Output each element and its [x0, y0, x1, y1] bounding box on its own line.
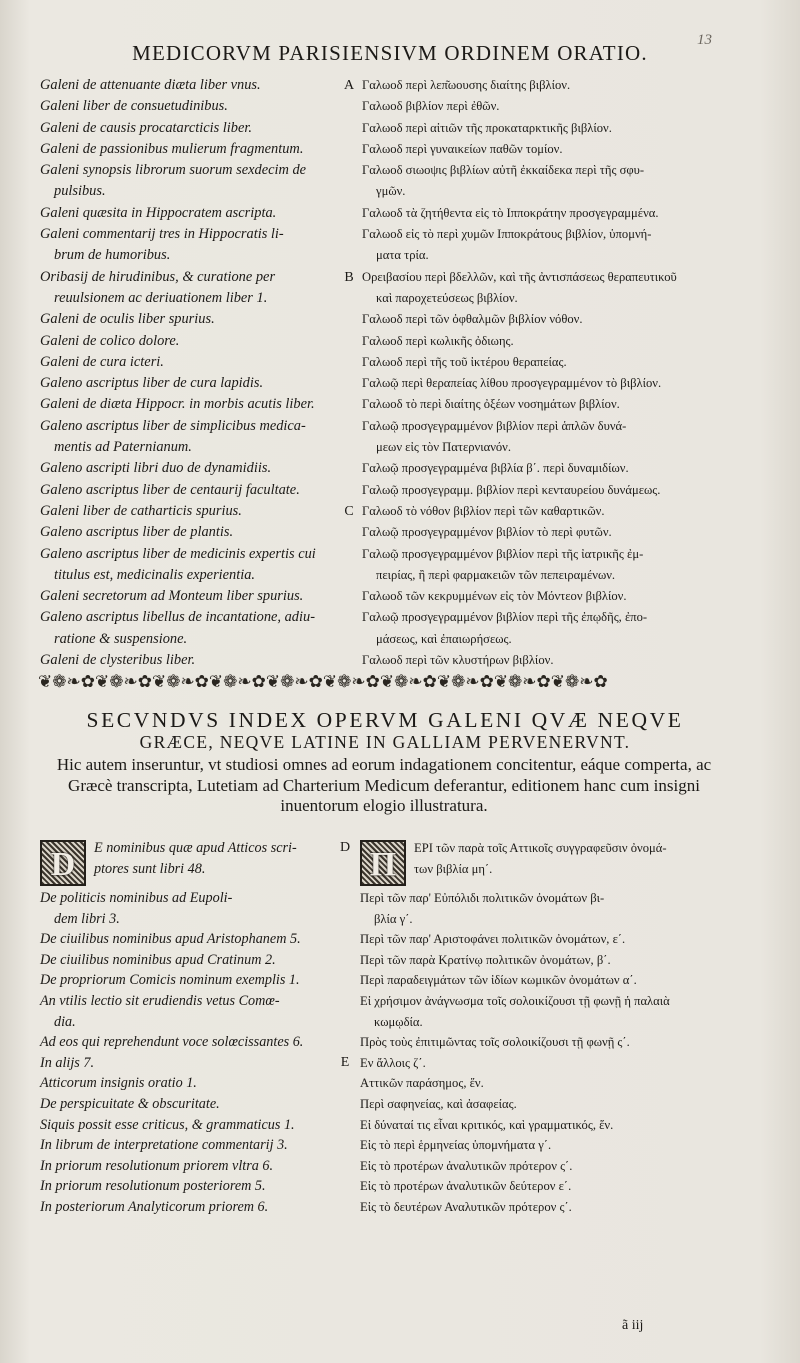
entry-line: κωμῳδία.	[374, 1014, 423, 1029]
latin-title	[40, 1197, 330, 1218]
first-list-entry	[40, 331, 730, 352]
entry-line: Galeni quæsita in Hippocratem ascripta.	[40, 204, 277, 221]
entry-line: reuulsionem ac deriuationem liber 1.	[54, 289, 268, 306]
entry-line: Galeni liber de consuetudinibus.	[40, 98, 228, 115]
latin-title	[40, 1094, 330, 1115]
entry-line: dem libri 3.	[54, 910, 120, 927]
entry-line: Ορειβασίου περὶ βδελλῶν, καὶ τῆς ἀντισπάσεως θεραπευτικοῦ	[362, 269, 677, 284]
entry-line: Galeni secretorum ad Monteum liber spurius.	[40, 588, 304, 605]
entry-line: Γαλωοδ περὶ αἰτιῶν τῆς προκαταρκτικῆς βιβλίον.	[362, 120, 612, 135]
latin-title	[40, 1135, 330, 1156]
second-list-entry	[40, 1032, 730, 1053]
drop-cap-latin	[40, 840, 86, 886]
drop-cap-greek	[360, 840, 406, 886]
greek-title	[360, 416, 716, 459]
entry-line: Γαλωοδ βιβλίον περὶ ἐθῶν.	[362, 99, 500, 114]
entry-line: Πρὸς τοὺς ἐπιτιμῶντας τοῖς σολοικίζουσι τῇ φωνῇ ς΄.	[360, 1035, 630, 1050]
entry-line: Αττικῶν παράσημος, ἕν.	[360, 1076, 484, 1091]
greek-title	[360, 309, 716, 330]
greek-title	[360, 118, 716, 139]
entry-line: Γαλωοδ περὶ τῶν κλυστήρων βιβλίον.	[362, 653, 554, 668]
second-index-title-line1: SECVNDVS INDEX OPERVM GALENI QVÆ NEQVE	[86, 708, 684, 732]
entry-line: Γαλωοδ περὶ τῆς τοῦ ἰκτέρου θεραπείας.	[362, 354, 567, 369]
greek-title	[360, 1156, 718, 1177]
second-index-list	[40, 838, 730, 1218]
latin-title	[40, 267, 338, 310]
greek-title	[360, 1176, 718, 1197]
entry-line: Galeno ascriptus libellus de incantatione, adiu-	[40, 609, 315, 626]
greek-title	[360, 586, 716, 607]
greek-title	[360, 267, 716, 310]
latin-title	[40, 139, 338, 160]
entry-line: Εἰ δύναταί τις εἶναι κριτικός, καὶ γραμματικός, ἕν.	[360, 1117, 614, 1132]
first-list-entry	[40, 480, 730, 501]
entry-line: Γαλωοδ περὶ τῶν ὀφθαλμῶν βιβλίον νόθον.	[362, 312, 583, 327]
entry-line: Galeni de cura icteri.	[40, 353, 164, 370]
greek-title	[360, 950, 718, 971]
entry-line: ματα τρία.	[376, 248, 429, 263]
latin-title	[40, 1032, 330, 1053]
greek-title	[360, 1094, 718, 1115]
entry-line: μεων εἰς τὸν Πατερνιανόν.	[376, 440, 512, 455]
entry-line: Γαλωοδ τῶν κεκρυμμένων εἰς τὸν Μόντεον βιβλίον.	[362, 589, 627, 604]
latin-title	[40, 1073, 330, 1094]
entry-line: Γαλωῷ προσγεγραμμένον βιβλίον περὶ τῆς ἰατρικῆς ἐμ-	[362, 546, 644, 561]
latin-title	[40, 950, 330, 971]
entry-line: In priorum resolutionum posteriorem 5.	[40, 1178, 266, 1195]
first-list-entry	[40, 309, 730, 330]
entry-line: Περὶ τῶν παρ' Αριστοφάνει πολιτικῶν ὀνομάτων, ε΄.	[360, 932, 626, 947]
latin-title	[40, 991, 330, 1032]
entry-line: Γαλωοδ τὸ νόθον βιβλίον περὶ τῶν καθαρτικῶν.	[362, 503, 605, 518]
folio-number: 13	[697, 32, 712, 48]
entry-line: ptores sunt libri 48.	[94, 860, 206, 877]
entry-line: De propriorum Comicis nominum exemplis 1.	[40, 972, 300, 989]
latin-title	[40, 458, 338, 479]
latin-title	[40, 501, 338, 522]
signature-mark: ã iij	[622, 1318, 644, 1333]
second-list-entry	[40, 1073, 730, 1094]
entry-line: De perspicuitate & obscuritate.	[40, 1095, 220, 1112]
margin-letter: C	[344, 503, 354, 519]
entry-line: mentis ad Paternianum.	[54, 439, 192, 456]
greek-title	[360, 139, 716, 160]
greek-title	[360, 160, 716, 203]
latin-title	[40, 1156, 330, 1177]
latin-title	[40, 838, 330, 888]
latin-title	[40, 1176, 330, 1197]
entry-line: των βιβλία μη΄.	[414, 861, 493, 876]
second-list-entry	[40, 1197, 730, 1218]
greek-title	[360, 352, 716, 373]
entry-line: Γαλωοδ περὶ λεπ͂ωουσης διαίτης βιβλίον.	[362, 78, 571, 92]
running-head: MEDICORVM PARISIENSIVM ORDINEM ORATIO.	[132, 41, 648, 65]
second-list-entry	[40, 1176, 730, 1197]
latin-title	[40, 416, 338, 459]
greek-title	[360, 607, 716, 650]
first-list-entry	[40, 458, 730, 479]
entry-line: καὶ παροχετεύσεως βιβλίον.	[376, 290, 518, 305]
second-index-note: Hic autem inseruntur, vt studiosi omnes ad eorum indagationem concitentur, eáque comperta, ac Græcè transcripta, Lutetiam ad Charterium Medicum deferantur, editionem hanc cum insigni inuentorum elogio illustratura.	[56, 755, 712, 815]
latin-title	[40, 352, 338, 373]
latin-title	[40, 1115, 330, 1136]
first-list-entry	[40, 416, 730, 459]
latin-title	[40, 929, 330, 950]
greek-title	[360, 1073, 718, 1094]
entry-line: πειρίας, ἢ περὶ φαρμακειῶν τῶν πεπειραμένων.	[376, 567, 616, 582]
greek-title	[360, 75, 716, 96]
entry-line: brum de humoribus.	[54, 247, 171, 264]
first-list-entry	[40, 96, 730, 117]
entry-line: Siquis possit esse criticus, & grammaticus 1.	[40, 1116, 295, 1133]
entry-line: In alijs 7.	[40, 1054, 94, 1071]
entry-line: Γαλωοδ τὰ ζητήθεντα εἰς τὸ Ιπποκράτην προσγεγραμμένα.	[362, 205, 659, 220]
entry-line: Γαλωῷ περὶ θεραπείας λίθου προσγεγραμμένον τὸ βιβλίον.	[362, 376, 662, 391]
first-list-entry	[40, 118, 730, 139]
second-list-entry	[40, 1156, 730, 1177]
entry-line: Περὶ τῶν παρὰ Κρατίνῳ πολιτικῶν ὀνομάτων, β΄.	[360, 952, 611, 967]
second-list-entry	[40, 1094, 730, 1115]
second-list-entry	[40, 991, 730, 1032]
entry-line: Εν ἄλλοις ζ΄.	[360, 1055, 426, 1070]
latin-title	[40, 118, 338, 139]
ornamental-border: ❦❁❧✿❦❁❧✿❦❁❧✿❦❁❧✿❦❁❧✿❦❁❧✿❦❁❧✿❦❁❧✿❦❁❧✿❦❁❧✿	[38, 672, 608, 691]
entry-line: Galeni commentarij tres in Hippocratis li-	[40, 226, 284, 243]
entry-line: Γαλωοδ εἰς τὸ περὶ χυμῶν Ιπποκράτους βιβλίον, ὑπομνή-	[362, 227, 652, 242]
greek-title	[360, 373, 716, 394]
greek-title	[360, 480, 716, 501]
latin-title	[40, 331, 338, 352]
entry-line: E nominibus quæ apud Atticos scri-	[94, 840, 297, 856]
greek-title	[360, 501, 716, 522]
entry-line: Γαλωοδ περὶ κωλικῆς ὀδιωης.	[362, 333, 514, 348]
second-list-entry	[40, 1053, 730, 1074]
entry-line: Γαλωῷ προσγεγραμμένον βιβλίον περὶ ἁπλῶν δυνά-	[362, 418, 627, 433]
entry-line: Ad eos qui reprehendunt voce solœcissantes 6.	[40, 1034, 304, 1051]
latin-title	[40, 888, 330, 929]
greek-title	[360, 96, 716, 117]
first-list-entry	[40, 352, 730, 373]
greek-title	[360, 224, 716, 267]
first-list-entry	[40, 203, 730, 224]
entry-line: ΕΡΙ τῶν παρὰ τοῖς Αττικοῖς συγγραφεῦσιν ὀνομά-	[414, 841, 667, 855]
entry-line: Galeni de clysteribus liber.	[40, 652, 196, 669]
greek-title	[360, 203, 716, 224]
greek-title	[360, 394, 716, 415]
first-list-entry	[40, 394, 730, 415]
greek-title	[360, 929, 718, 950]
margin-letter: A	[343, 78, 355, 93]
entry-line: Atticorum insignis oratio 1.	[40, 1075, 197, 1092]
first-list-entry	[40, 139, 730, 160]
latin-title	[40, 522, 338, 543]
margin-letter: E	[340, 1054, 350, 1070]
entry-line: Περὶ σαφηνείας, καὶ ἀσαφείας.	[360, 1096, 517, 1111]
entry-line: Εἰς τὸ προτέρων ἀναλυτικῶν πρότερον ς΄.	[360, 1158, 573, 1173]
first-list-entry	[40, 522, 730, 543]
entry-line: De ciuilibus nominibus apud Aristophanem 5.	[40, 931, 301, 948]
second-list-entry	[40, 888, 730, 929]
first-list-entry	[40, 224, 730, 267]
entry-line: Γαλωῷ προσγεγραμμένον βιβλίον περὶ τῆς ἐπῳδῆς, ἐπο-	[362, 610, 648, 625]
entry-line: Γαλωοδ περὶ γυναικείων παθῶν τομίον.	[362, 141, 563, 156]
second-list-entry	[40, 1115, 730, 1136]
entry-line: Εἰς τὸ προτέρων ἀναλυτικῶν δεύτερον ε΄.	[360, 1179, 572, 1194]
entry-line: Galeno ascriptus liber de simplicibus medica-	[40, 417, 306, 434]
entry-line: Γαλωῷ προσγεγραμμένον βιβλίον τὸ περὶ φυτῶν.	[362, 525, 612, 540]
entry-line: Galeni synopsis librorum suorum sexdecim de	[40, 162, 307, 179]
latin-title	[40, 1053, 330, 1074]
entry-line: μάσεως, καὶ ἐπαιωρήσεως.	[376, 631, 512, 646]
latin-title	[40, 607, 338, 650]
second-list-entry	[40, 929, 730, 950]
greek-title	[360, 522, 716, 543]
entry-line: An vtilis lectio sit erudiendis vetus Comœ-	[40, 992, 280, 1009]
entry-line: Περὶ τῶν παρ' Εὐπόλιδι πολιτικῶν ὀνομάτων βι-	[360, 891, 605, 905]
latin-title	[40, 224, 338, 267]
first-list-entry	[40, 160, 730, 203]
entry-line: Oribasij de hirudinibus, & curatione per	[40, 268, 276, 285]
greek-title	[360, 458, 716, 479]
entry-line: Galeno ascriptus liber de cura lapidis.	[40, 375, 264, 392]
latin-title	[40, 373, 338, 394]
entry-line: γμῶν.	[376, 184, 406, 199]
second-index-title-line2: GRÆCE, NEQVE LATINE IN GALLIAM PERVENERVNT.	[139, 732, 631, 752]
entry-line: Περὶ παραδειγμάτων τῶν ἰδίων κωμικῶν ὀνομάτων α΄.	[360, 973, 637, 988]
latin-title	[40, 160, 338, 203]
entry-line: Galeno ascriptus liber de medicinis expertis cui	[40, 545, 316, 562]
first-index-list	[40, 75, 730, 671]
latin-title	[40, 309, 338, 330]
greek-title	[360, 838, 718, 888]
margin-letter: B	[344, 269, 354, 285]
greek-title	[360, 970, 718, 991]
entry-line: Galeni de colico dolore.	[40, 332, 180, 349]
second-list-entry	[40, 1135, 730, 1156]
entry-line: Galeno ascripti libri duo de dynamidiis.	[40, 460, 272, 477]
entry-line: Γαλωοδ τὸ περὶ διαίτης ὀξέων νοσημάτων βιβλίον.	[362, 397, 620, 412]
second-list-entry	[40, 950, 730, 971]
first-list-entry	[40, 267, 730, 310]
latin-title	[40, 394, 338, 415]
latin-title	[40, 203, 338, 224]
entry-line: Galeno ascriptus liber de centaurij facultate.	[40, 481, 300, 498]
latin-title	[40, 96, 338, 117]
latin-title	[40, 586, 338, 607]
entry-line: Galeni de attenuante diæta liber vnus.	[40, 77, 261, 93]
greek-title	[360, 1135, 718, 1156]
drop-cap-letter: Π	[369, 846, 397, 883]
margin-letter: D	[339, 840, 351, 855]
first-list-entry	[40, 544, 730, 587]
entry-line: Galeni liber de catharticis spurius.	[40, 502, 242, 519]
greek-title	[360, 888, 718, 929]
first-list-entry	[40, 607, 730, 650]
entry-line: De ciuilibus nominibus apud Cratinum 2.	[40, 951, 276, 968]
entry-line: Εἰς τὸ δευτέρων Αναλυτικῶν πρότερον ς΄.	[360, 1199, 572, 1214]
latin-title	[40, 544, 338, 587]
entry-line: Galeni de diæta Hippocr. in morbis acutis liber.	[40, 396, 315, 413]
first-list-entry	[40, 75, 730, 96]
greek-title	[360, 1032, 718, 1053]
entry-line: Galeni de causis procatarcticis liber.	[40, 119, 252, 136]
entry-line: dia.	[54, 1013, 76, 1030]
entry-line: ratione & suspensione.	[54, 630, 188, 647]
entry-line: De politicis nominibus ad Eupoli-	[40, 890, 233, 906]
entry-line: In priorum resolutionum priorem vltra 6.	[40, 1157, 274, 1174]
greek-title	[360, 1115, 718, 1136]
greek-title	[360, 1197, 718, 1218]
drop-cap-letter: D	[50, 846, 76, 883]
entry-line: βλία γ΄.	[374, 911, 413, 926]
first-list-entry	[40, 501, 730, 522]
entry-line: Γαλωῷ προσγεγραμμ. βιβλίον περὶ κενταυρείου δυνάμεως.	[362, 482, 661, 497]
entry-line: Galeni de passionibus mulierum fragmentum.	[40, 140, 304, 157]
entry-line: Γαλωοδ σιωοψις βιβλίων αὐτῆ ἐκκαίδεκα περὶ τῆς σφυ-	[362, 163, 645, 178]
entry-line: In librum de interpretatione commentarij 3.	[40, 1137, 288, 1154]
entry-line: Galeni de oculis liber spurius.	[40, 311, 215, 328]
entry-line: In posteriorum Analyticorum priorem 6.	[40, 1198, 269, 1215]
second-list-entry	[40, 970, 730, 991]
entry-line: Εἰ χρήσιμον ἀνάγνωσμα τοῖς σολοικίζουσι τῇ φωνῇ ἡ παλαιὰ	[360, 993, 670, 1008]
entry-line: titulus est, medicinalis experientia.	[54, 566, 256, 583]
entry-line: Εἰς τὸ περὶ ἑρμηνείας ὑπομνήματα γ΄.	[360, 1138, 552, 1153]
latin-title	[40, 970, 330, 991]
entry-line: pulsibus.	[54, 183, 106, 200]
first-list-entry	[40, 586, 730, 607]
second-list-entry	[40, 838, 730, 888]
greek-title	[360, 991, 718, 1032]
latin-title	[40, 75, 338, 96]
greek-title	[360, 1053, 718, 1074]
latin-title	[40, 480, 338, 501]
entry-line: Galeno ascriptus liber de plantis.	[40, 524, 234, 541]
greek-title	[360, 331, 716, 352]
first-list-entry	[40, 373, 730, 394]
entry-line: Γαλωῷ προσγεγραμμένα βιβλία β΄. περὶ δυναμιδίων.	[362, 461, 629, 476]
greek-title	[360, 544, 716, 587]
